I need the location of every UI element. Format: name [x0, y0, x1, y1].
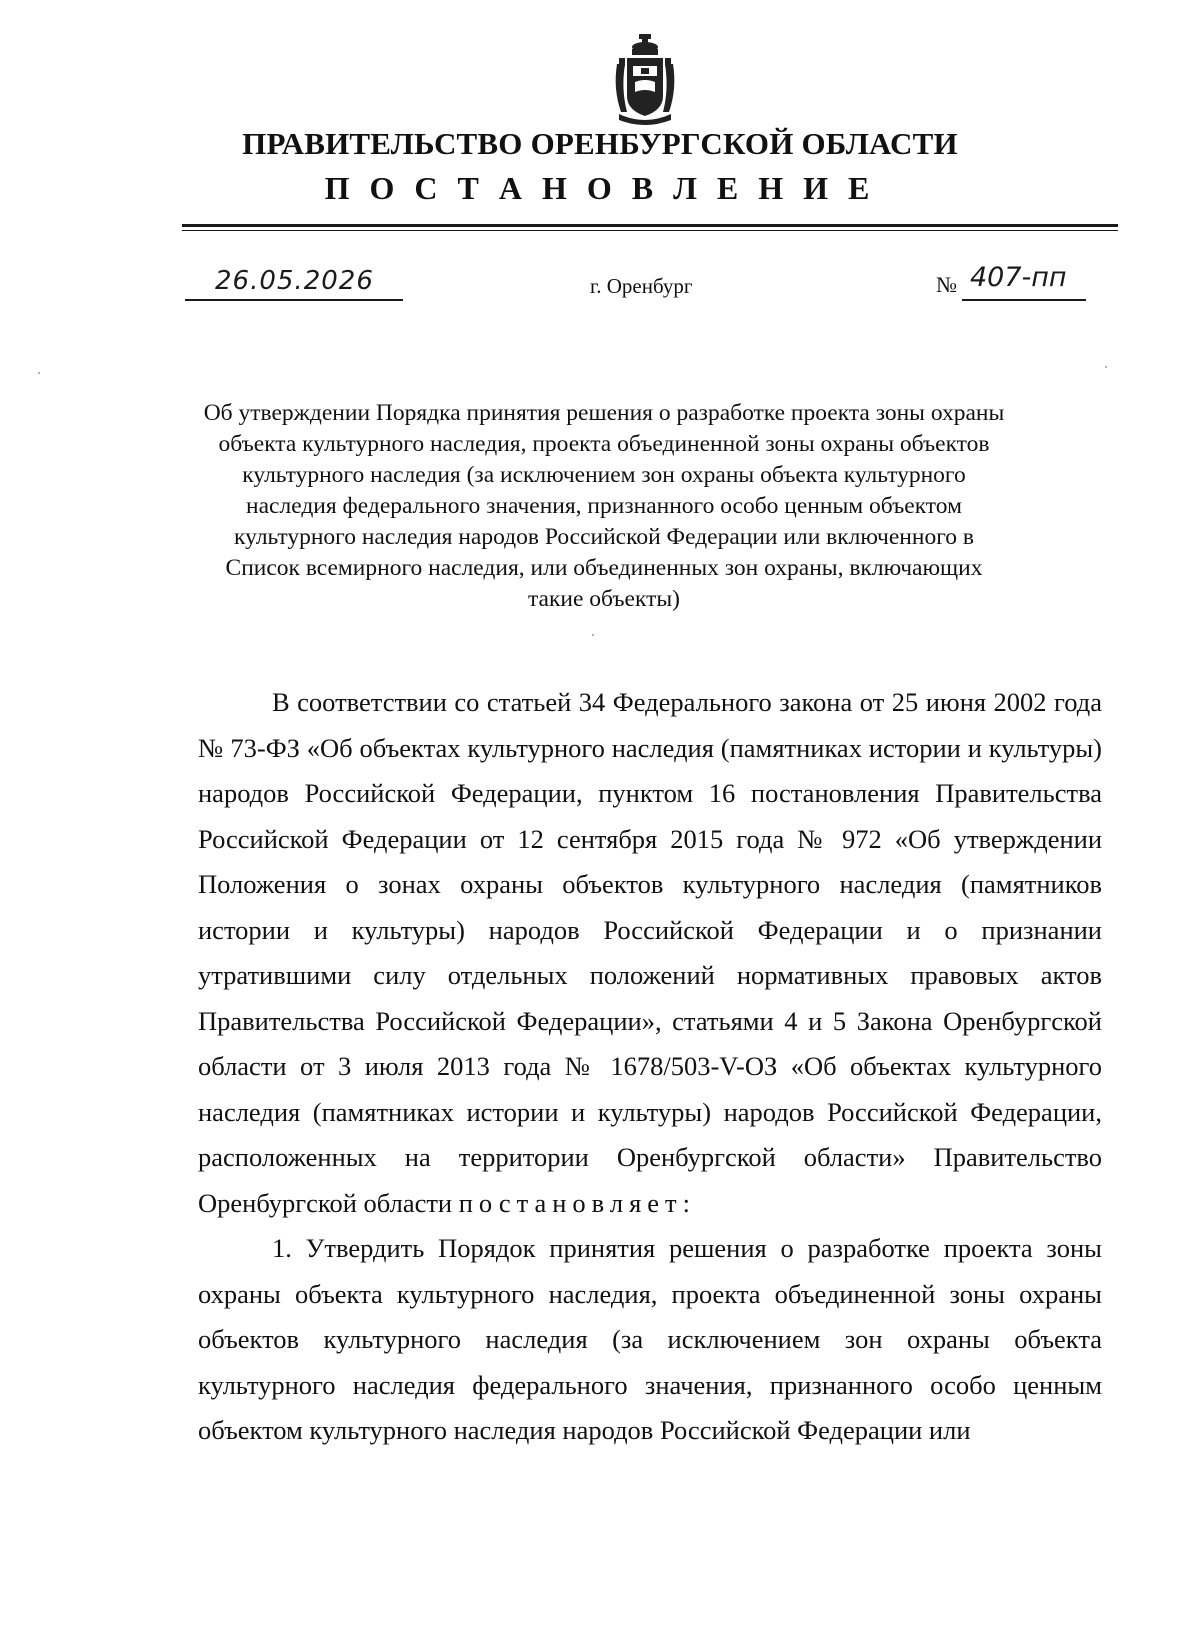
preamble-paragraph: [198, 680, 1102, 1226]
preamble-text: В соответствии со статьей 34 Федерального закона от 25 июня 2002 года № 73-ФЗ «Об объектах культурного наследия (памятниках истории и культуры) народов Российской Федерации, пунктом 16 постановления Правительства Российской Федерации от 12 сентября 2015 года № 972 «Об утверждении Положения о зонах охраны объектов культурного наследия (памятников истории и культуры) народов Российской Федерации и о признании утратившими силу отдельных положений нормативных правовых актов Правительства Российской Федерации», статьями 4 и 5 Закона Оренбургской области от 3 июля 2013 года № 1678/503-V-ОЗ «Об объектах культурного наследия (памятниках истории и культуры) народов Российской Федерации, расположенных на территории Оренбургской области» Правительство Оренбургской области: [198, 687, 1102, 1218]
document-type-title: П О С Т А Н О В Л Е Н И Е: [324, 170, 876, 206]
document-date: 26.05.2026: [215, 266, 374, 296]
date-underline: [185, 299, 403, 301]
coat-of-arms-icon: [613, 34, 677, 126]
document-body: [198, 680, 1102, 1454]
header-divider-thick: [182, 224, 1118, 227]
document-number-label: №: [936, 272, 957, 297]
document-subject: Об утверждении Порядка принятия решения о разработке проекта зоны охраны объекта культурного наследия, проекта объединенной зоны охраны объектов культурного наследия (за исключением зон охраны объекта культурного наследия федерального значения, признанного особо ценным объектом культурного наследия народов Российской Федерации или включенного в Список всемирного наследия, или объединенных зон охраны, включающих такие объекты): [203, 400, 1005, 612]
government-title: ПРАВИТЕЛЬСТВО ОРЕНБУРГСКОЙ ОБЛАСТИ: [242, 126, 958, 161]
document-number: 407-пп: [970, 262, 1067, 293]
scan-speck: [38, 372, 40, 374]
number-underline: [962, 299, 1086, 301]
header-divider-thin: [182, 230, 1118, 231]
document-city: г. Оренбург: [590, 274, 693, 298]
scan-speck: [1105, 366, 1107, 368]
resolution-verb: постановляет:: [458, 1187, 696, 1218]
scan-speck: [592, 634, 594, 636]
item-1-paragraph: 1. Утвердить Порядок принятия решения о разработке проекта зоны охраны объекта культурного наследия, проекта объединенной зоны охраны объектов культурного наследия (за исключением зон охраны объекта культурного наследия федерального значения, признанного особо ценным объектом культурного наследия народов Российской Федерации или: [198, 1233, 1102, 1445]
